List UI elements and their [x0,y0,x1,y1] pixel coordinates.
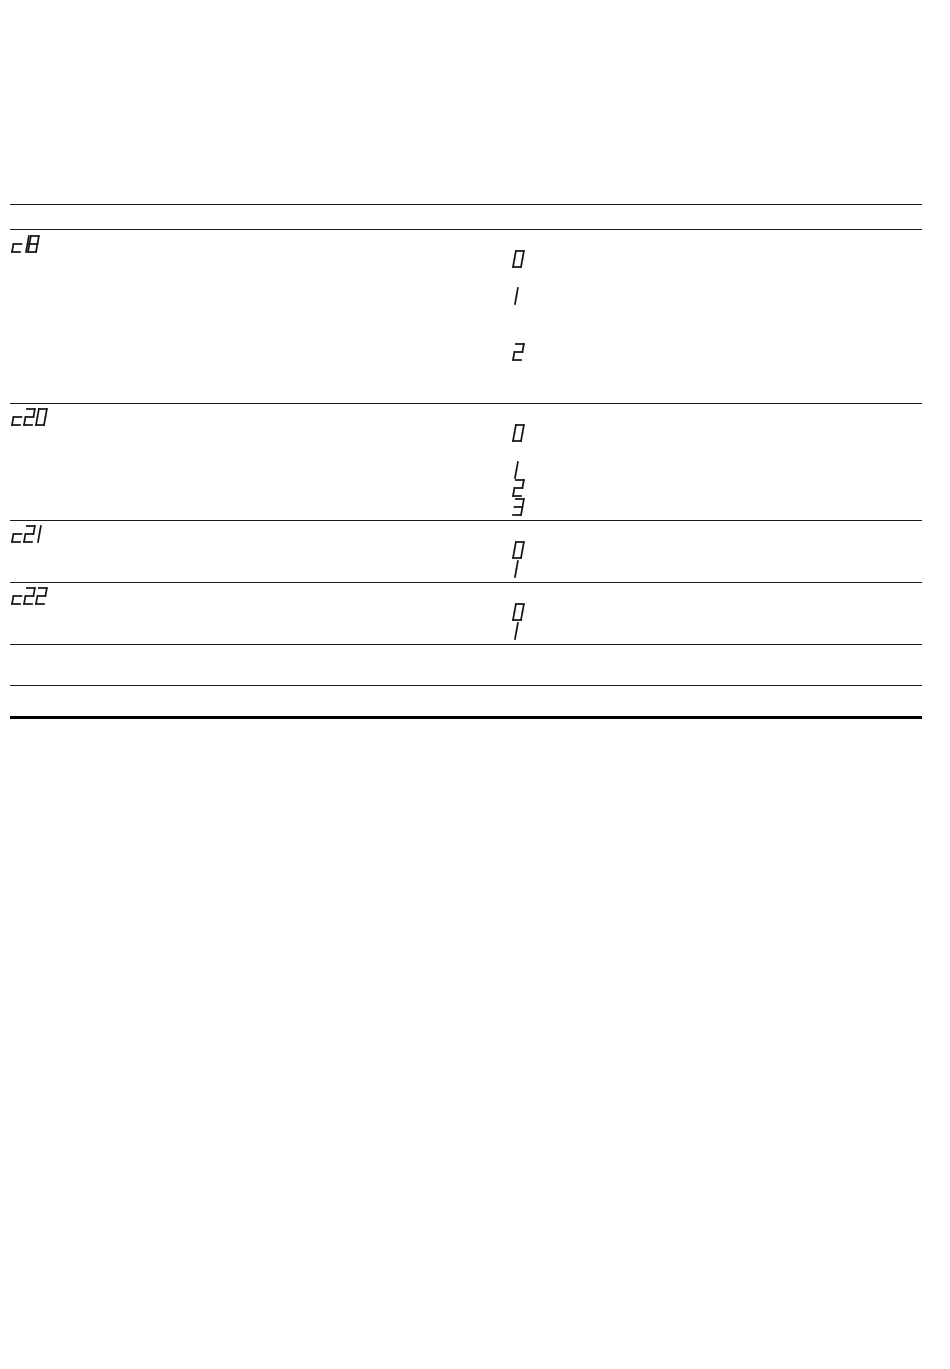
option-value [512,559,526,579]
lcd-segment [514,604,515,612]
lcd-segment [37,236,38,244]
lcd-segment [26,244,27,252]
lcd-segment [12,244,13,252]
table-top-rule [10,204,922,205]
lcd-segment [522,251,523,259]
lcd-segment [514,425,515,433]
seven-segment-digit-icon [512,342,526,362]
lcd-segment [521,433,522,441]
lcd-segment [521,507,522,515]
lcd-segment [24,417,25,425]
seven-segment-digit-icon [512,460,526,480]
lcd-segment [27,236,28,244]
seven-segment-digit-icon [512,478,526,498]
lcd-segment [515,296,516,304]
lcd-segment [513,352,514,360]
lcd-segment [522,344,523,352]
lcd-segment [515,631,516,639]
seven-segment-code-icon [11,524,71,544]
parameter-code [11,234,71,254]
lcd-segment [24,596,25,604]
row-divider [10,582,922,583]
lcd-segment [44,417,45,425]
lcd-segment [36,244,37,252]
lcd-segment [522,542,523,550]
parameter-code [11,586,71,606]
lcd-segment [513,612,514,620]
option-value [512,621,526,641]
seven-segment-digit-icon [512,540,526,560]
lcd-segment [36,596,37,604]
lcd-segment [45,588,46,596]
lcd-segment [12,534,13,542]
lcd-segment [513,433,514,441]
lcd-segment [514,251,515,259]
lcd-segment [515,470,516,478]
lcd-segment [516,288,517,296]
lcd-segment [36,417,37,425]
lcd-segment [38,534,39,542]
row-divider [10,403,922,404]
option-value [512,286,526,306]
lcd-segment [513,259,514,267]
table-header-rule [10,229,922,230]
parameter-code [11,524,71,544]
lcd-segment [514,542,515,550]
lcd-segment [516,623,517,631]
lcd-segment [516,561,517,569]
seven-segment-digit-icon [512,602,526,622]
lcd-segment [28,244,29,252]
lcd-segment [522,604,523,612]
lcd-segment [12,417,13,425]
option-value [512,423,526,443]
lcd-segment [33,409,34,417]
option-value [512,460,526,480]
lcd-segment [513,550,514,558]
seven-segment-digit-icon [512,249,526,269]
seven-segment-digit-icon [512,423,526,443]
seven-segment-code-icon [11,234,71,254]
lcd-segment [29,236,30,244]
lcd-segment [37,409,38,417]
option-value [512,540,526,560]
lcd-segment [522,425,523,433]
lcd-segment [513,488,514,496]
seven-segment-code-icon [11,586,71,606]
lcd-segment [33,526,34,534]
row-divider [10,685,922,686]
lcd-segment [12,596,13,604]
lcd-segment [522,480,523,488]
option-value [512,342,526,362]
lcd-segment [521,612,522,620]
lcd-segment [521,259,522,267]
lcd-segment [39,526,40,534]
seven-segment-digit-icon [512,286,526,306]
seven-segment-digit-icon [512,559,526,579]
lcd-segment [33,588,34,596]
option-value [512,602,526,622]
row-divider [10,520,922,521]
lcd-segment [45,409,46,417]
lcd-segment [515,569,516,577]
row-divider [10,644,922,645]
option-value [512,497,526,517]
seven-segment-digit-icon [512,621,526,641]
parameter-code [11,407,71,427]
lcd-segment [522,499,523,507]
lcd-segment [521,550,522,558]
option-value [512,478,526,498]
table-bottom-rule [10,716,922,719]
lcd-segment [24,534,25,542]
seven-segment-code-icon [11,407,71,427]
lcd-segment [516,462,517,470]
option-value [512,249,526,269]
seven-segment-digit-icon [512,497,526,517]
